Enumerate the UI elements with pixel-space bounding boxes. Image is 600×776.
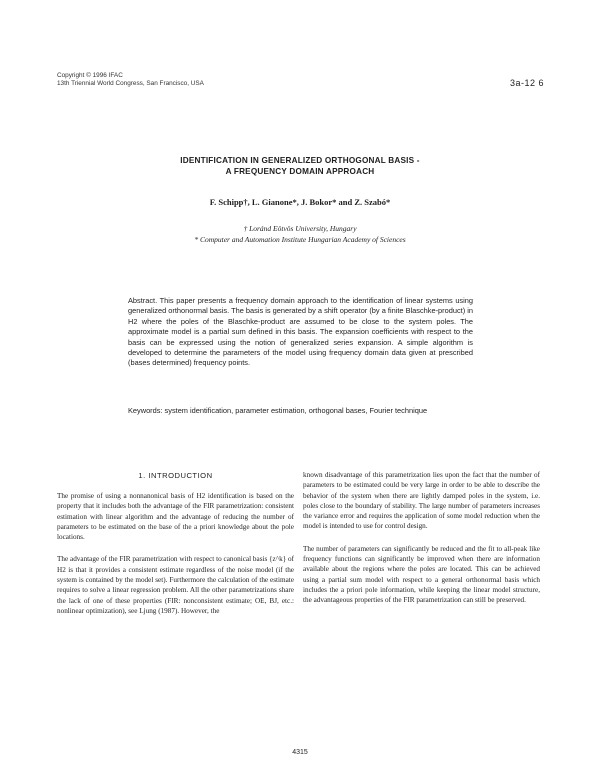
left-column xyxy=(57,491,294,628)
title-line-1: IDENTIFICATION IN GENERALIZED ORTHOGONAL BASIS - xyxy=(180,156,420,165)
copyright-notice xyxy=(57,72,204,88)
title-line-2: A FREQUENCY DOMAIN APPROACH xyxy=(225,167,375,176)
section-heading: 1. INTRODUCTION xyxy=(138,471,213,480)
paper-id: 3a-12 6 xyxy=(510,78,545,88)
authors: F. Schipp†, L. Gianone*, J. Bokor* and Z. Szabó* xyxy=(209,197,391,207)
keywords: Keywords: system identification, parameter estimation, orthogonal bases, Fourier technique xyxy=(128,406,428,415)
right-column xyxy=(303,470,540,618)
paper-title xyxy=(100,155,500,177)
copyright-line: Copyright © 1996 IFAC xyxy=(57,72,123,79)
affiliation-1: † Loránd Eötvös University, Hungary xyxy=(243,224,357,233)
congress-line: 13th Triennial World Congress, San Francisco, USA xyxy=(57,80,204,87)
page-number: 4315 xyxy=(292,749,308,756)
paragraph: The promise of using a nonnanonical basis of H2 identification is based on the property that it includes both the advantage of the FIR parametrization: consistent estimation with linear algorithm and the advantage of reducing the number of parameters to be estimated on the base of the a priori knowledge about the pole locations. xyxy=(57,492,294,542)
abstract: Abstract. This paper presents a frequency domain approach to the identification of linear systems using generalized orthonormal basis. The basis is generated by a shift operator (by a finite Blaschke-product) in H2 where the poles of the Blaschke-product are assumed to be close to the system poles. The approximate model is a partial sum defined in this basis. The expansion coefficients with respect to the basis can be expressed using the notion of generalized series expansion. A simple algorithm is developed to determine the parameters of the model using frequency domain data given at prescribed (bases determined) frequency points. xyxy=(128,296,473,368)
paragraph: The number of parameters can significantly be reduced and the fit to all-peak like frequency functions can significantly be improved when there are information available about the regions where the poles are located. This can be achieved using a partial sum model with respect to a general orthonormal basis which includes the a priori pole information, while keeping the linear model structure, the advantageous properties of the FIR parametrization can still be preserved. xyxy=(303,544,540,605)
paragraph: known disadvantage of this parametrization lies upon the fact that the number of parameters to be estimated could be very large in order to be able to describe the behavior of the system when there are lightly damped poles in the system, i.e. poles close to the boundary of stability. The large number of parameters increases the variance error and requires the application of some model reduction when the model is intended to use for control design. xyxy=(303,471,540,531)
paragraph: The advantage of the FIR parametrization with respect to canonical basis {z^k} of H2 is that it provides a consistent estimate regardless of the noise model (if the system is contained by the model set). Furthermore the calculation of the estimate requires to solve a linear regression problem. All the other parametrizations share the lack of one of these properties (FIR: nonconsistent estimate; OE, BJ, etc.: nonlinear optimization), see Ljung (1987). However, the xyxy=(57,555,294,615)
affiliation-2: * Computer and Automation Institute Hungarian Academy of Sciences xyxy=(194,235,406,244)
